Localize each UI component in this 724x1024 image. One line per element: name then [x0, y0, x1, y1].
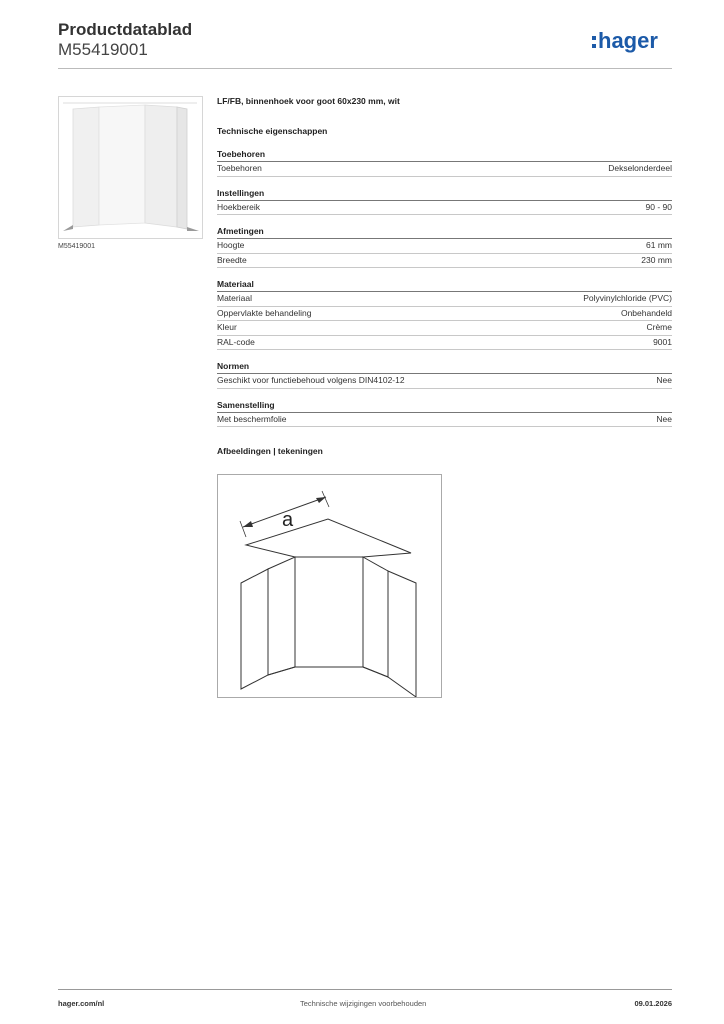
spec-label: Hoogte — [217, 240, 245, 250]
spec-row — [217, 292, 672, 307]
product-title: LF/FB, binnenhoek voor goot 60x230 mm, wit — [217, 96, 400, 106]
group-title: Instellingen — [217, 187, 672, 201]
page-title: Productdatablad — [58, 20, 193, 39]
footer-date: 09.01.2026 — [634, 999, 672, 1008]
group-title: Normen — [217, 360, 672, 374]
spec-label: Oppervlakte behandeling — [217, 307, 312, 318]
spec-label: RAL-code — [217, 336, 255, 347]
spec-value: Nee — [656, 375, 672, 385]
group-afmetingen — [217, 225, 672, 268]
group-materiaal — [217, 278, 672, 350]
group-title: Afmetingen — [217, 225, 672, 239]
spec-value: Onbehandeld — [620, 307, 672, 318]
dimension-label: a — [282, 509, 294, 531]
spec-value: Nee — [656, 413, 672, 424]
tech-heading: Technische eigenschappen — [217, 126, 328, 136]
hager-logo — [592, 26, 674, 56]
spec-value: 61 mm — [646, 240, 672, 250]
images-heading: Afbeeldingen | tekeningen — [217, 446, 323, 456]
spec-value: Crème — [646, 322, 672, 332]
spec-section — [217, 94, 672, 457]
group-instellingen — [217, 187, 672, 216]
spec-value: 230 mm — [641, 254, 672, 265]
spec-row — [217, 254, 672, 269]
spec-label: Kleur — [217, 322, 237, 332]
spec-label: Hoekbereik — [217, 201, 260, 212]
spec-label: Met beschermfolie — [217, 413, 287, 424]
spec-row — [217, 374, 672, 389]
spec-label: Toebehoren — [217, 163, 262, 173]
group-title: Samenstelling — [217, 399, 672, 413]
spec-row — [217, 307, 672, 322]
photo-caption: M55419001 — [58, 243, 95, 250]
spec-value: Polyvinylchloride (PVC) — [583, 293, 672, 303]
group-normen — [217, 360, 672, 389]
group-title: Toebehoren — [217, 148, 672, 162]
product-photo — [58, 96, 203, 239]
spec-label: Materiaal — [217, 293, 252, 303]
spec-value: 9001 — [653, 336, 672, 347]
spec-row — [217, 239, 672, 254]
spec-row — [217, 336, 672, 351]
spec-row — [217, 413, 672, 428]
footer-website[interactable]: hager.com/nl — [58, 999, 105, 1008]
spec-row — [217, 201, 672, 216]
group-title: Materiaal — [217, 278, 672, 292]
spec-row — [217, 162, 672, 177]
spec-value: 90 - 90 — [645, 201, 672, 212]
group-samenstelling — [217, 399, 672, 428]
spec-row — [217, 321, 672, 336]
spec-label: Geschikt voor functiebehoud volgens DIN4102-12 — [217, 375, 405, 385]
footer-divider — [58, 989, 672, 990]
brand-name: hager — [598, 28, 658, 53]
group-toebehoren — [217, 148, 672, 177]
spec-label: Breedte — [217, 254, 247, 265]
footer-disclaimer: Technische wijzigingen voorbehouden — [300, 999, 427, 1008]
technical-drawing — [217, 474, 442, 698]
product-code: M55419001 — [58, 40, 148, 59]
spec-value: Dekselonderdeel — [608, 163, 672, 173]
header-divider — [58, 68, 672, 69]
